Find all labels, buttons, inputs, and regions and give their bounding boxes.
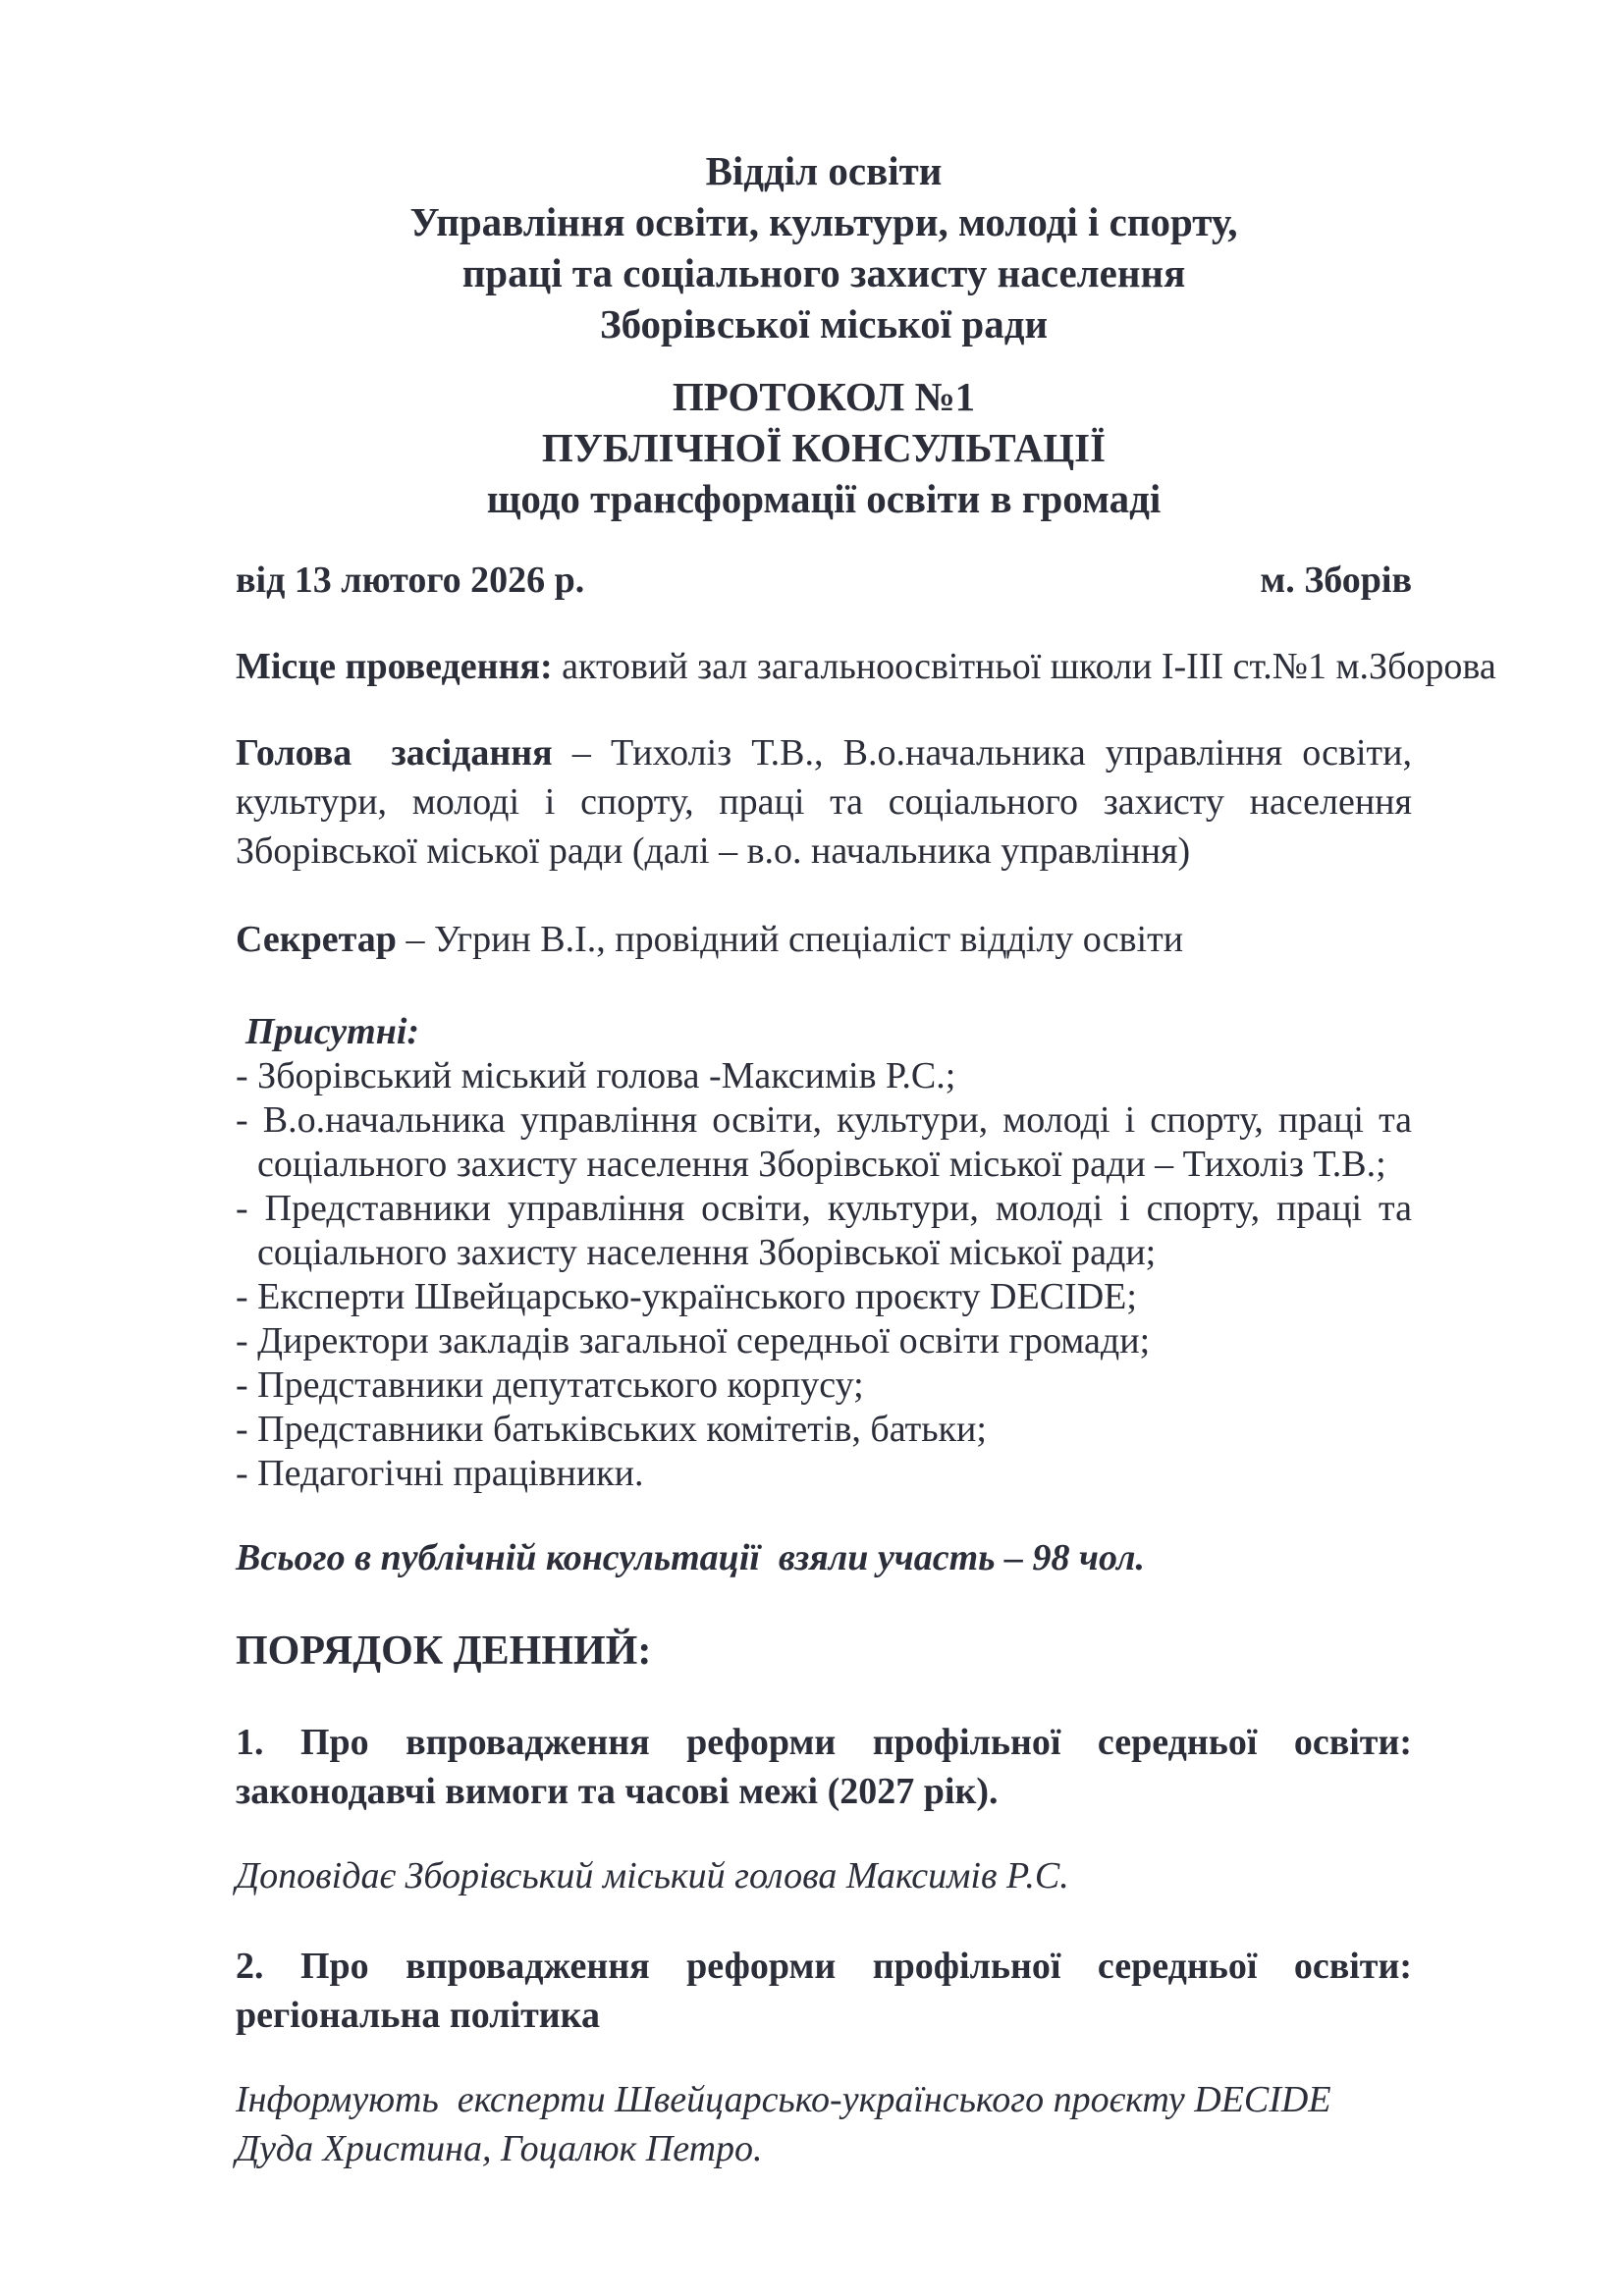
location-line xyxy=(236,642,1496,691)
protocol-date: від 13 лютого 2026 р. xyxy=(236,560,585,601)
location-value: актовий зал загальноосвітньої школи І-ІІІ ст.№1 м.Зборова xyxy=(552,646,1496,687)
agenda-item-1-title: 1. Про впровадження реформи профільної середньої освіти: законодавчі вимоги та часові межі (2027 рік). xyxy=(236,1722,1412,1812)
org-header-line-2: Управління освіти, культури, молоді і спорту, xyxy=(409,199,1238,244)
location-label: Місце проведення: xyxy=(236,646,553,687)
agenda-item-1-speaker: Доповідає Зборівський міський голова Максимів Р.С. xyxy=(236,1855,1069,1896)
attendees-heading: Присутні: xyxy=(245,1011,420,1052)
protocol-title xyxy=(236,371,1412,524)
agenda-item-2-title: 2. Про впровадження реформи профільної середньої освіти: регіональна політика xyxy=(236,1946,1412,2036)
agenda-item-2-speaker: Інформують експерти Швейцарсько-українського проєкту DECIDE Дуда Христина, Гоцалюк Петро. xyxy=(236,2079,1331,2169)
attendee-item: - Представники управління освіти, культури, молоді і спорту, праці та соціального захисту населення Зборівської міської ради; xyxy=(236,1188,1412,1273)
chair-label: Голова засідання xyxy=(236,732,553,774)
secretary-line xyxy=(236,915,1412,964)
protocol-place: м. Зборів xyxy=(1260,560,1412,601)
protocol-title-line-3: щодо трансформації освіти в громаді xyxy=(486,476,1162,521)
attendee-item: - Представники батьківських комітетів, батьки; xyxy=(236,1409,987,1450)
org-header-line-1: Відділ освіти xyxy=(705,148,943,193)
org-header xyxy=(236,145,1412,349)
secretary-value: – Угрин В.І., провідний спеціаліст відділу освіти xyxy=(396,919,1184,960)
org-header-line-3: праці та соціального захисту населення xyxy=(461,250,1186,295)
attendee-item: - Директори закладів загальної середньої освіти громади; xyxy=(236,1320,1151,1362)
attendee-item: - Представники депутатського корпусу; xyxy=(236,1364,864,1406)
secretary-label: Секретар xyxy=(236,919,397,960)
attendee-item: - Зборівський міський голова -Максимів Р.С.; xyxy=(236,1055,956,1096)
dateline xyxy=(236,556,1412,605)
total-participants-line: Всього в публічній консультації взяли участь – 98 чол. xyxy=(236,1537,1146,1578)
org-header-line-4: Зборівської міської ради xyxy=(599,301,1049,347)
chair-line xyxy=(236,728,1412,876)
protocol-title-line-1: ПРОТОКОЛ №1 xyxy=(672,374,976,419)
attendees-section xyxy=(236,1009,1412,1496)
protocol-title-line-2: ПУБЛІЧНОЇ КОНСУЛЬТАЦІЇ xyxy=(541,425,1107,470)
chair-value: – Тихоліз Т.В., В.о.начальника управління освіти, культури, молоді і спорту, праці та соціального захисту населення Зборівської міської ради (далі – в.о. начальника управління) xyxy=(236,732,1412,872)
attendee-item: - В.о.начальника управління освіти, культури, молоді і спорту, праці та соціального захисту населення Зборівської міської ради – Тихоліз Т.В.; xyxy=(236,1099,1412,1185)
attendee-item: - Педагогічні працівники. xyxy=(236,1453,644,1494)
agenda-heading: ПОРЯДОК ДЕННИЙ: xyxy=(236,1629,652,1674)
attendee-item: - Експерти Швейцарсько-українського проєкту DECIDE; xyxy=(236,1276,1137,1317)
